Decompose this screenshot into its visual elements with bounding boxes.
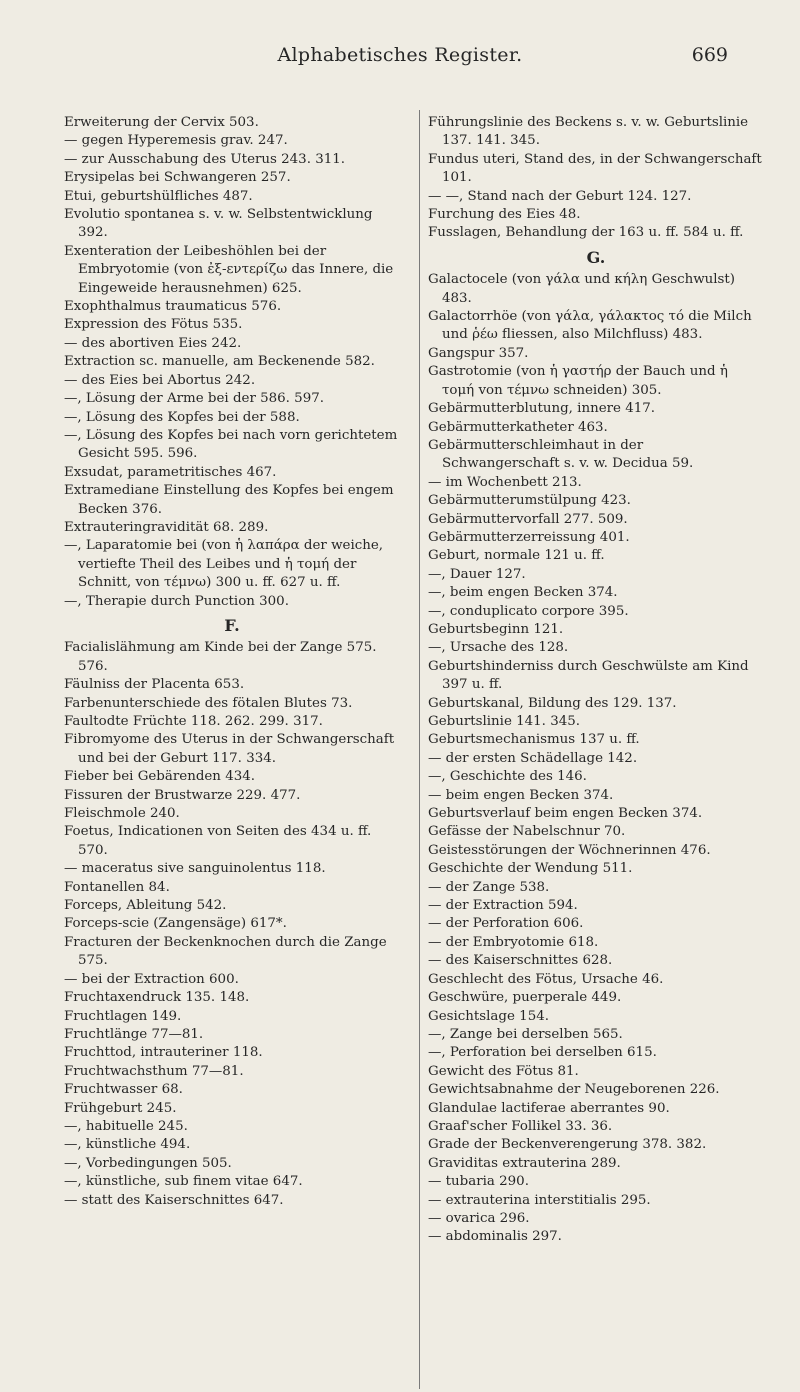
index-entry: Extrauteringravidität 68. 289.: [64, 519, 269, 535]
index-entry: Frühgeburt 245.: [64, 1100, 177, 1116]
index-entry: —, künstliche, sub finem vitae 647.: [64, 1174, 303, 1190]
index-entry: Graaf'scher Follikel 33. 36.: [428, 1118, 613, 1134]
index-entry: Führungslinie des Beckens s. v. w. Geburtslinie 137. 141. 345.: [428, 115, 749, 149]
index-entry: — der ersten Schädellage 142.: [428, 750, 638, 766]
index-entry: Erweiterung der Cervix 503.: [64, 115, 259, 130]
index-entry: Fundus uteri, Stand des, in der Schwangerschaft 101.: [428, 151, 762, 186]
index-entry: Forceps-scie (Zangensäge) 617*.: [64, 916, 287, 932]
index-entry: Foetus, Indicationen von Seiten des 434 u. ff. 570.: [64, 824, 372, 858]
section-letter-g: G.: [586, 247, 606, 267]
index-entry: Geburtsbeginn 121.: [428, 621, 564, 637]
index-entry: —, Vorbedingungen 505.: [64, 1155, 232, 1171]
index-entry: —, conduplicato corpore 395.: [428, 603, 629, 619]
index-entry: Graviditas extrauterina 289.: [428, 1155, 621, 1171]
index-entry: —, Laparatomie bei (von ἡ λαπάρα der weiche, vertiefte Theil des Leibes und ἡ τομή der Schnitt, von τέμνω) 300 u. ff. 627 u. ff.: [64, 538, 384, 591]
index-entry: — der Perforation 606.: [428, 916, 584, 932]
index-entry: Exophthalmus traumaticus 576.: [64, 299, 282, 315]
index-entry: Gebärmutterblutung, innere 417.: [428, 401, 656, 417]
index-entry: Fruchtwasser 68.: [64, 1082, 183, 1098]
index-entry: Geburtslinie 141. 345.: [428, 714, 581, 729]
left-column: [64, 114, 400, 1210]
index-entry: Gebärmutterkatheter 463.: [428, 419, 608, 435]
index-entry: —, habituelle 245.: [64, 1118, 188, 1134]
index-entry: Extraction sc. manuelle, am Beckenende 582.: [64, 354, 375, 370]
index-entry: — abdominalis 297.: [428, 1229, 562, 1245]
index-entry: —, Dauer 127.: [428, 566, 526, 582]
index-entry: Fibromyome des Uterus in der Schwangerschaft und bei der Geburt 117. 334.: [64, 732, 395, 766]
index-entry: —, Therapie durch Punction 300.: [64, 593, 289, 609]
index-entry: — des Kaiserschnittes 628.: [428, 953, 613, 969]
index-entry: Faultodte Früchte 118. 262. 299. 317.: [64, 714, 323, 729]
index-entry: Gebärmutterumstülpung 423.: [428, 493, 631, 509]
index-entry: Gangspur 357.: [428, 345, 529, 361]
index-entry: Galactorrhöe (von γάλα, γάλακτος τό die Milch und ῥέω fliessen, also Milchfluss) 483.: [428, 309, 752, 343]
index-entry: Geschwüre, puerperale 449.: [428, 990, 622, 1006]
index-entry: —, Ursache des 128.: [428, 640, 569, 656]
index-entry: Expression des Fötus 535.: [64, 317, 243, 333]
index-entry: — tubaria 290.: [428, 1174, 529, 1190]
index-entry: Exenteration der Leibeshöhlen bei der Embryotomie (von ἐξ-εντερίζω das Innere, die Eingeweide herausnehmen) 625.: [64, 243, 394, 296]
index-entry: —, Geschichte des 146.: [428, 769, 587, 785]
index-entry: Fäulniss der Placenta 653.: [64, 677, 245, 693]
index-entry: — der Zange 538.: [428, 879, 550, 895]
section-letter-f: F.: [224, 615, 240, 635]
index-entry: — beim engen Becken 374.: [428, 787, 614, 803]
index-entry: Fruchtlagen 149.: [64, 1008, 182, 1024]
index-entry: — des Eies bei Abortus 242.: [64, 372, 256, 388]
index-entry: Gewicht des Fötus 81.: [428, 1063, 579, 1079]
index-entry: Gebärmutterschleimhaut in der Schwangerschaft s. v. w. Decidua 59.: [428, 437, 694, 472]
index-entry: Geburtshinderniss durch Geschwülste am Kind 397 u. ff.: [428, 658, 749, 693]
index-entry: Geistesstörungen der Wöchnerinnen 476.: [428, 842, 711, 858]
page-number: 669: [691, 44, 728, 66]
index-entry: Fleischmole 240.: [64, 806, 180, 822]
index-entry: Galactocele (von γάλα und κήλη Geschwulst) 483.: [428, 272, 736, 306]
right-column: [419, 110, 764, 1389]
index-entry: Fruchtaxendruck 135. 148.: [64, 990, 250, 1006]
index-entry: Geschichte der Wendung 511.: [428, 861, 633, 877]
index-entry: Fieber bei Gebärenden 434.: [64, 769, 256, 785]
index-entry: Gefässe der Nabelschnur 70.: [428, 824, 626, 840]
index-entry: — zur Ausschabung des Uterus 243. 311.: [64, 151, 346, 167]
index-entry: Gesichtslage 154.: [428, 1008, 549, 1024]
index-entry: Exsudat, parametritisches 467.: [64, 464, 277, 480]
index-entry: Furchung des Eies 48.: [428, 207, 581, 223]
index-entry: — extrauterina interstitialis 295.: [428, 1192, 651, 1208]
index-entry: —, Lösung des Kopfes bei nach vorn gerichtetem Gesicht 595. 596.: [64, 427, 398, 462]
index-entry: Gebärmutterzerreissung 401.: [428, 529, 630, 545]
entries-f-continued: [428, 114, 764, 243]
index-entry: —, künstliche 494.: [64, 1137, 191, 1153]
index-entry: — —, Stand nach der Geburt 124. 127.: [428, 188, 692, 204]
index-entry: Fracturen der Beckenknochen durch die Zange 575.: [64, 934, 387, 969]
index-entry: Farbenunterschiede des fötalen Blutes 73.: [64, 695, 353, 711]
index-entry: Grade der Beckenverengerung 378. 382.: [428, 1137, 707, 1153]
index-entry: Glandulae lactiferae aberrantes 90.: [428, 1100, 670, 1116]
index-entry: — der Extraction 594.: [428, 898, 578, 914]
index-entry: Geburtsmechanismus 137 u. ff.: [428, 732, 640, 748]
index-entry: Gebärmuttervorfall 277. 509.: [428, 511, 628, 527]
index-entry: Fontanellen 84.: [64, 879, 170, 895]
index-entry: —, Lösung des Kopfes bei der 588.: [64, 409, 300, 425]
index-entry: Gewichtsabnahme der Neugeborenen 226.: [428, 1082, 720, 1098]
index-entry: — der Embryotomie 618.: [428, 934, 599, 950]
index-entry: — statt des Kaiserschnittes 647.: [64, 1192, 284, 1208]
index-entry: — des abortiven Eies 242.: [64, 335, 242, 351]
index-entry: Fruchttod, intrauteriner 118.: [64, 1045, 263, 1061]
index-entry: Fusslagen, Behandlung der 163 u. ff. 584 u. ff.: [428, 225, 744, 241]
index-entry: — gegen Hyperemesis grav. 247.: [64, 133, 288, 149]
index-entry: — ovarica 296.: [428, 1210, 530, 1226]
index-entry: Fissuren der Brustwarze 229. 477.: [64, 787, 301, 803]
index-entry: — im Wochenbett 213.: [428, 474, 582, 490]
entries-e: [64, 114, 400, 611]
index-entry: Facialislähmung am Kinde bei der Zange 575. 576.: [64, 640, 377, 674]
index-entry: Gastrotomie (von ἡ γαστήρ der Bauch und ἡ τομή von τέμνω schneiden) 305.: [428, 364, 728, 398]
index-entry: Geschlecht des Fötus, Ursache 46.: [428, 971, 664, 987]
index-entry: Geburtskanal, Bildung des 129. 137.: [428, 695, 677, 711]
index-entry: — maceratus sive sanguinolentus 118.: [64, 861, 326, 877]
index-entry: Forceps, Ableitung 542.: [64, 898, 227, 914]
index-entry: Fruchtlänge 77—81.: [64, 1026, 204, 1042]
index-entry: Erysipelas bei Schwangeren 257.: [64, 170, 291, 186]
index-entry: — bei der Extraction 600.: [64, 971, 239, 987]
index-entry: Fruchtwachsthum 77—81.: [64, 1063, 244, 1079]
page-title: Alphabetisches Register.: [277, 44, 523, 66]
index-entry: —, Perforation bei derselben 615.: [428, 1045, 657, 1061]
index-entry: Etui, geburtshülfliches 487.: [64, 188, 253, 204]
index-entry: —, Zange bei derselben 565.: [428, 1026, 623, 1042]
index-entry: Geburt, normale 121 u. ff.: [428, 548, 605, 564]
index-entry: —, beim engen Becken 374.: [428, 585, 618, 601]
entries-f: [64, 639, 400, 1210]
index-entry: Geburtsverlauf beim engen Becken 374.: [428, 806, 703, 822]
page-header: [0, 44, 800, 84]
index-entry: —, Lösung der Arme bei der 586. 597.: [64, 391, 324, 407]
entries-g: [428, 271, 764, 1247]
index-entry: Extramediane Einstellung des Kopfes bei engem Becken 376.: [64, 483, 394, 517]
index-entry: Evolutio spontanea s. v. w. Selbstentwicklung 392.: [64, 207, 373, 241]
